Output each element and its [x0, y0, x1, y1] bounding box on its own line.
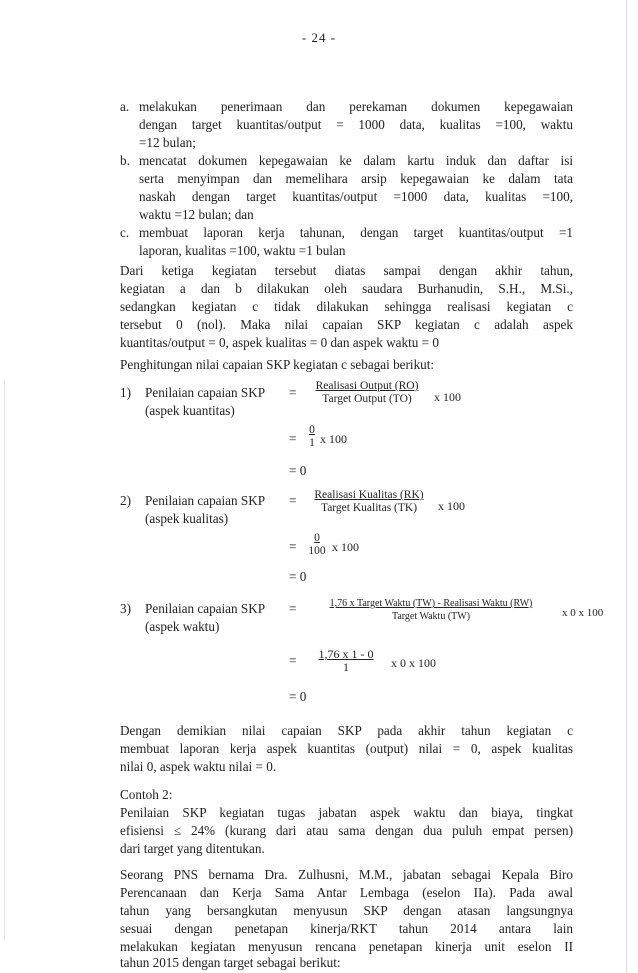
- example-heading: Contoh 2:: [120, 787, 173, 802]
- para3-line1: Dengan demikian nilai capaian SKP pada akhir tahun kegiatan c: [120, 723, 573, 738]
- page-edge-shadow-left: [4, 380, 5, 940]
- list-marker-b: b.: [120, 153, 130, 168]
- para3-line2: membuat laporan kerja aspek kuantitas (output) nilai = 0, aspek kualitas: [120, 741, 573, 756]
- page-number: - 24 -: [301, 30, 337, 45]
- calc3-sub-fraction: [306, 648, 386, 674]
- calc3-sub-denominator: 1: [343, 660, 349, 674]
- calc2-sub-numerator: 0: [314, 532, 320, 544]
- calc3-formula-numerator: 1,76 x Target Waktu (TW) - Realisasi Waktu (RW): [329, 598, 533, 609]
- para4-line1: Penilaian SKP kegiatan tugas jabatan aspek waktu dan biaya, tingkat: [120, 805, 573, 820]
- calc1-multiplier: x 100: [434, 390, 461, 404]
- list-item-c-line1: membuat laporan kerja tahunan, dengan target kuantitas/output =1: [139, 225, 573, 240]
- list-item-b-line4: waktu =12 bulan; dan: [139, 207, 254, 222]
- calc2-sub-denominator: 100: [308, 545, 326, 557]
- calc2-equals: =: [289, 493, 297, 508]
- list-item-a-line3: =12 bulan;: [139, 135, 196, 150]
- calc3-formula-denominator: Target Waktu (TW): [391, 611, 471, 622]
- calc2-formula-numerator: Realisasi Kualitas (RK): [314, 489, 424, 501]
- calc1-formula-numerator: Realisasi Output (RO): [315, 380, 419, 392]
- para5-line3: tahun yang bersangkutan menyusun SKP dengan atasan langsungnya: [120, 903, 573, 918]
- calc2-equals-2: =: [289, 539, 297, 554]
- para4-line2: efisiensi ≤ 24% (kurang dari atau sama dengan dua puluh empat persen): [120, 823, 573, 838]
- list-marker-a: a.: [120, 99, 130, 114]
- calc3-sub-multiplier: x 0 x 100: [391, 656, 436, 670]
- calc2-multiplier: x 100: [438, 499, 465, 513]
- list-item-b-line3: naskah dengan target kuantitas/output =1000 data, kualitas =100,: [139, 189, 573, 204]
- calc3-formula-fraction: [305, 597, 557, 623]
- list-marker-c: c.: [120, 225, 130, 240]
- para5-line1: Seorang PNS bernama Dra. Zulhusni, M.M., jabatan sebagai Kepala Biro: [120, 867, 573, 882]
- para1-line5: kuantitas/output = 0, aspek kualitas = 0 dan aspek waktu = 0: [120, 335, 439, 350]
- calc3-sub-numerator: 1,76 x 1 - 0: [318, 647, 374, 661]
- list-item-a-line1: melakukan penerimaan dan perekaman dokumen kepegawaian: [139, 99, 573, 114]
- calc1-equals-2: =: [289, 431, 297, 446]
- para1-line2: kegiatan a dan b dilakukan oleh saudara Burhanudin, S.H., M.Si.,: [120, 281, 573, 296]
- calc3-multiplier: x 0 x 100: [562, 607, 604, 619]
- list-item-b-line2: serta menyimpan dan memelihara arsip kepegawaian ke dalam tata: [139, 171, 573, 186]
- calc1-sub-multiplier: x 100: [320, 432, 347, 446]
- calc2-formula-denominator: Target Kualitas (TK): [320, 502, 418, 514]
- calc3-equals: =: [289, 601, 297, 616]
- calc1-sublabel: (aspek kuantitas): [145, 403, 235, 418]
- calc1-result: = 0: [289, 463, 307, 478]
- calc1-formula-fraction: [306, 380, 428, 406]
- para1-line4: tersebut 0 (nol). Maka nilai capaian SKP kegiatan c adalah aspek: [120, 317, 573, 332]
- calc2-sub-fraction: [306, 532, 328, 558]
- calc3-label: Penilaian capaian SKP: [145, 601, 266, 616]
- page-edge-shadow: [626, 0, 627, 973]
- calc3-equals-2: =: [289, 653, 297, 668]
- list-item-b-line1: mencatat dokumen kepegawaian ke dalam kartu induk dan daftar isi: [139, 153, 573, 168]
- calc1-number: 1): [120, 385, 131, 400]
- list-item-c-line2: laporan, kualitas =100, waktu =1 bulan: [139, 243, 346, 258]
- calc2-sub-multiplier: x 100: [332, 540, 359, 554]
- para5-line6: tahun 2015 dengan target sebagai berikut:: [120, 955, 341, 970]
- calc2-sublabel: (aspek kualitas): [145, 511, 229, 526]
- calc1-sub-fraction: [306, 424, 318, 450]
- para3-line3: nilai 0, aspek waktu nilai = 0.: [120, 759, 277, 774]
- list-item-a-line2: dengan target kuantitas/output = 1000 data, kualitas =100, waktu: [139, 117, 573, 132]
- calc1-sub-denominator: 1: [309, 437, 315, 449]
- calc2-result: = 0: [289, 569, 307, 584]
- calc1-label: Penilaian capaian SKP: [145, 385, 266, 400]
- para5-line2: Perencanaan dan Kerja Sama Antar Lembaga (eselon IIa). Pada awal: [120, 885, 573, 900]
- calc3-result: = 0: [289, 689, 307, 704]
- calc1-formula-denominator: Target Output (TO): [322, 393, 412, 405]
- calc3-sublabel: (aspek waktu): [145, 619, 220, 634]
- paragraph-calc-intro: Penghitungan nilai capaian SKP kegiatan c sebagai berikut:: [120, 357, 435, 372]
- calc1-equals: =: [289, 385, 297, 400]
- calc2-label: Penilaian capaian SKP: [145, 493, 266, 508]
- para1-line3: sedangkan kegiatan c tidak dilakukan sehingga realisasi kegiatan c: [120, 299, 573, 314]
- calc2-number: 2): [120, 493, 131, 508]
- para4-line3: dari target yang ditentukan.: [120, 841, 265, 856]
- calc3-number: 3): [120, 601, 131, 616]
- calc2-formula-fraction: [306, 489, 432, 515]
- para5-line4: sesuai dengan penetapan kinerja/RKT tahun 2014 antara lain: [120, 921, 573, 936]
- para5-line5: melakukan kegiatan menyusun rencana penetapan kinerja unit eselon II: [120, 939, 573, 954]
- calc1-sub-numerator: 0: [309, 424, 315, 436]
- para1-line1: Dari ketiga kegiatan tersebut diatas sampai dengan akhir tahun,: [120, 263, 573, 278]
